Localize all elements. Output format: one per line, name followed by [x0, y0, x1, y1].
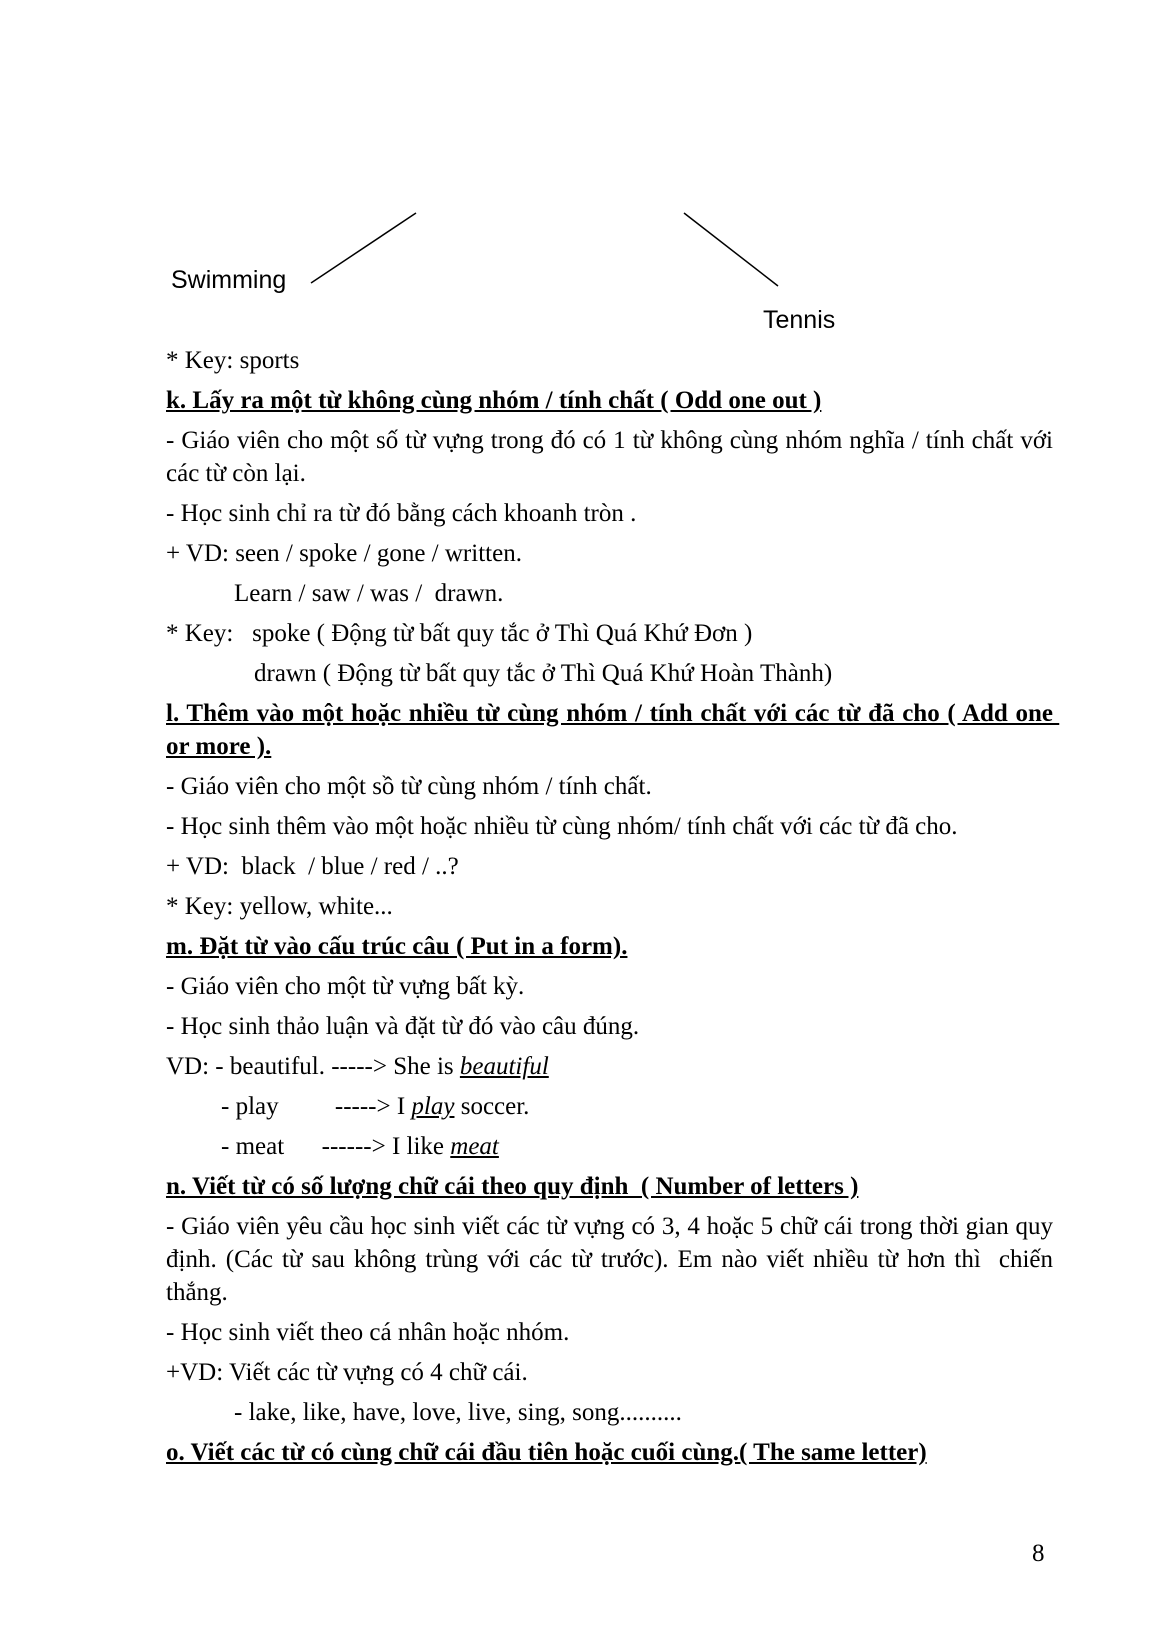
- paragraph: - Giáo viên cho một sồ từ cùng nhóm / tính chất.: [166, 773, 652, 800]
- paragraph: - Học sinh chỉ ra từ đó bằng cách khoanh tròn .: [166, 500, 637, 527]
- example-line: [166, 1090, 1053, 1123]
- example-line: [166, 1130, 1053, 1163]
- document-body: [166, 344, 1060, 1476]
- example-line: +VD: Viết các từ vựng có 4 chữ cái.: [166, 1359, 528, 1386]
- example-text: - meat ------> I like: [221, 1133, 451, 1160]
- paragraph: - Giáo viên cho một từ vựng bất kỳ.: [166, 973, 525, 1000]
- example-line: - lake, like, have, love, live, sing, song..........: [234, 1399, 682, 1426]
- example-line: + VD: seen / spoke / gone / written.: [166, 540, 522, 567]
- section-heading-k: k. Lấy ra một từ không cùng nhóm / tính chất ( Odd one out ): [166, 387, 822, 414]
- key-line: drawn ( Động từ bất quy tắc ở Thì Quá Khứ Hoàn Thành): [254, 660, 833, 687]
- example-line: [166, 1050, 1053, 1083]
- example-text: VD: - beautiful. -----> She is: [166, 1053, 460, 1080]
- example-text: - play -----> I: [221, 1093, 412, 1120]
- key-line: * Key: yellow, white...: [166, 893, 393, 920]
- paragraph: - Giáo viên yêu cầu học sinh viết các từ vựng có 3, 4 hoặc 5 chữ cái trong thời gian quy định. (Các từ sau không trùng với các từ trước). Em nào viết nhiều từ hơn thì chiến thắng.: [166, 1213, 1060, 1306]
- paragraph: - Giáo viên cho một số từ vựng trong đó có 1 từ không cùng nhóm nghĩa / tính chất với các từ còn lại.: [166, 427, 1060, 487]
- connector-line-right: [684, 213, 778, 286]
- example-word: beautiful: [459, 1053, 549, 1080]
- page-number: 8: [1032, 1540, 1045, 1567]
- key-line: * Key: spoke ( Động từ bất quy tắc ở Thì Quá Khứ Đơn ): [166, 620, 753, 647]
- section-heading-o: o. Viết các từ có cùng chữ cái đầu tiên hoặc cuối cùng.( The same letter): [166, 1439, 927, 1466]
- example-line: Learn / saw / was / drawn.: [234, 580, 504, 607]
- key-line: * Key: sports: [166, 347, 300, 374]
- paragraph: - Học sinh thảo luận và đặt từ đó vào câu đúng.: [166, 1013, 640, 1040]
- section-heading-l: l. Thêm vào một hoặc nhiều từ cùng nhóm / tính chất với các từ đã cho ( Add one or more ).: [166, 700, 1060, 760]
- example-word: play: [411, 1093, 455, 1120]
- connector-line-left: [311, 213, 416, 283]
- diagram-label-tennis: Tennis: [763, 306, 836, 334]
- example-line: + VD: black / blue / red / ..?: [166, 853, 459, 880]
- example-word: meat: [450, 1133, 499, 1160]
- word-web-diagram: [0, 0, 1158, 340]
- paragraph: - Học sinh thêm vào một hoặc nhiều từ cùng nhóm/ tính chất với các từ đã cho.: [166, 813, 958, 840]
- section-heading-m: m. Đặt từ vào cấu trúc câu ( Put in a form).: [166, 933, 628, 960]
- example-text: soccer.: [454, 1093, 530, 1120]
- paragraph: - Học sinh viết theo cá nhân hoặc nhóm.: [166, 1319, 570, 1346]
- diagram-label-swimming: Swimming: [171, 266, 287, 294]
- section-heading-n: n. Viết từ có số lượng chữ cái theo quy định ( Number of letters ): [166, 1173, 859, 1200]
